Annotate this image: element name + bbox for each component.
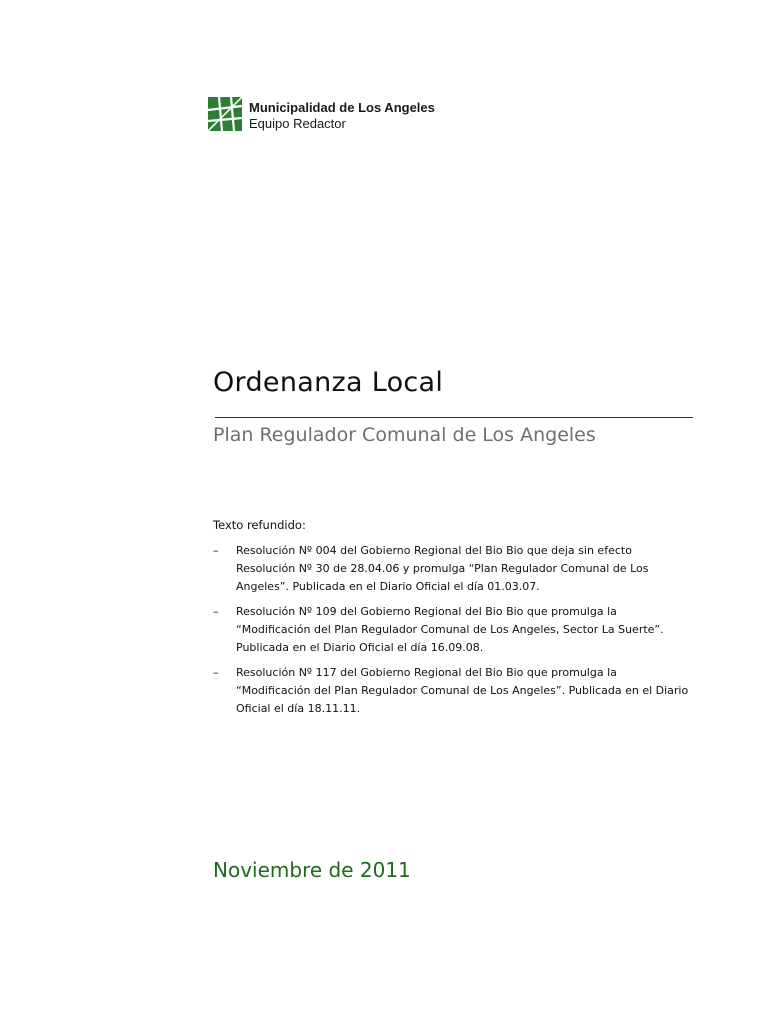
bullet-dash: –	[213, 666, 219, 679]
resolution-line: Publicada en el Diario Oficial el día 16.09.08.	[236, 641, 484, 654]
bullet-dash: –	[213, 605, 219, 618]
resolution-line: Resolución Nº 004 del Gobierno Regional del Bio Bio que deja sin efecto	[236, 544, 632, 557]
resolution-line: Resolución Nº 30 de 28.04.06 y promulga “Plan Regulador Comunal de Los	[236, 562, 649, 575]
resolution-item	[213, 603, 693, 657]
refundido-heading: Texto refundido:	[213, 518, 306, 532]
team-name: Equipo Redactor	[249, 116, 346, 131]
resolution-line: Resolución Nº 117 del Gobierno Regional del Bio Bio que promulga la	[236, 666, 617, 679]
resolution-item	[213, 664, 693, 718]
document-subtitle: Plan Regulador Comunal de Los Angeles	[213, 424, 596, 446]
organization-name: Municipalidad de Los Angeles	[249, 100, 435, 115]
document-date: Noviembre de 2011	[213, 858, 411, 882]
organization-block	[249, 97, 435, 132]
resolution-item	[213, 542, 693, 596]
resolution-list	[213, 542, 693, 725]
resolution-line: Resolución Nº 109 del Gobierno Regional del Bio Bio que promulga la	[236, 605, 617, 618]
resolution-line: Angeles”. Publicada en el Diario Oficial el día 01.03.07.	[236, 580, 540, 593]
resolution-line: “Modificación del Plan Regulador Comunal de Los Angeles”. Publicada en el Diario	[236, 684, 689, 697]
municipal-grid-logo-icon	[208, 97, 242, 131]
resolution-line: Oficial el día 18.11.11.	[236, 702, 361, 715]
title-divider	[215, 417, 693, 418]
bullet-dash: –	[213, 544, 219, 557]
document-header	[208, 97, 435, 132]
resolution-line: “Modificación del Plan Regulador Comunal de Los Angeles, Sector La Suerte”.	[236, 623, 664, 636]
document-title: Ordenanza Local	[213, 367, 444, 398]
